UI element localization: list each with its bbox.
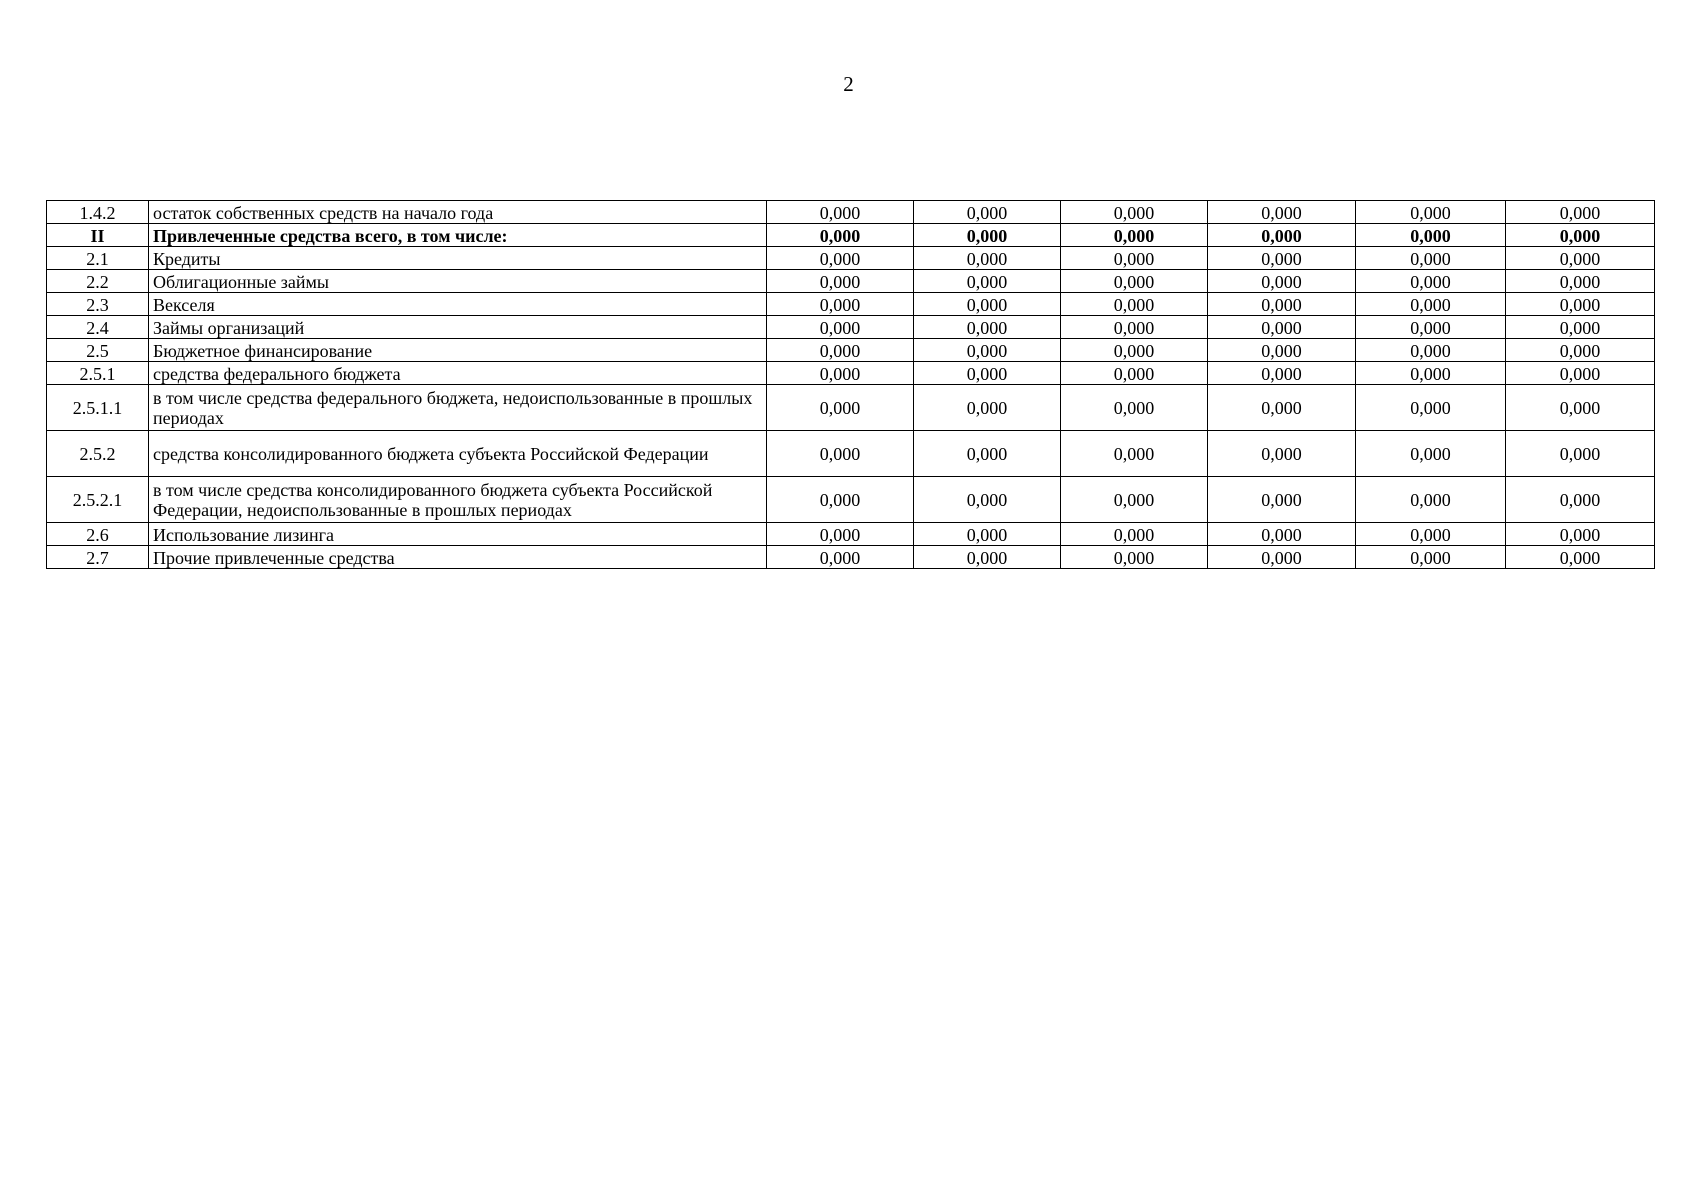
- value-cell: 0,000: [767, 477, 914, 523]
- row-name-cell: Облигационные займы: [149, 270, 767, 293]
- value-cell: 0,000: [1061, 477, 1208, 523]
- value-cell: 0,000: [767, 270, 914, 293]
- value-cell: 0,000: [1061, 431, 1208, 477]
- row-name-cell: Векселя: [149, 293, 767, 316]
- value-cell: 0,000: [767, 362, 914, 385]
- value-cell: 0,000: [1506, 339, 1655, 362]
- row-name-cell: Привлеченные средства всего, в том числе:: [149, 224, 767, 247]
- value-cell: 0,000: [1356, 224, 1506, 247]
- value-cell: 0,000: [1208, 201, 1356, 224]
- value-cell: 0,000: [914, 523, 1061, 546]
- value-cell: 0,000: [1506, 523, 1655, 546]
- value-cell: 0,000: [1061, 523, 1208, 546]
- value-cell: 0,000: [1506, 201, 1655, 224]
- value-cell: 0,000: [1506, 431, 1655, 477]
- value-cell: 0,000: [914, 477, 1061, 523]
- value-cell: 0,000: [1061, 270, 1208, 293]
- value-cell: 0,000: [767, 224, 914, 247]
- table-row: [47, 339, 1655, 362]
- value-cell: 0,000: [1506, 385, 1655, 431]
- value-cell: 0,000: [1061, 339, 1208, 362]
- row-number-cell: II: [47, 224, 149, 247]
- value-cell: 0,000: [1506, 247, 1655, 270]
- financing-table: [46, 200, 1655, 569]
- row-name-cell: Бюджетное финансирование: [149, 339, 767, 362]
- table-row: [47, 362, 1655, 385]
- value-cell: 0,000: [1061, 293, 1208, 316]
- value-cell: 0,000: [1061, 224, 1208, 247]
- value-cell: 0,000: [1061, 201, 1208, 224]
- value-cell: 0,000: [914, 362, 1061, 385]
- value-cell: 0,000: [1208, 247, 1356, 270]
- value-cell: 0,000: [1208, 224, 1356, 247]
- table-row: [47, 523, 1655, 546]
- row-number-cell: 2.7: [47, 546, 149, 569]
- value-cell: 0,000: [1061, 247, 1208, 270]
- row-name-cell: Прочие привлеченные средства: [149, 546, 767, 569]
- row-name-cell: Займы организаций: [149, 316, 767, 339]
- value-cell: 0,000: [767, 523, 914, 546]
- value-cell: 0,000: [767, 431, 914, 477]
- value-cell: 0,000: [1208, 270, 1356, 293]
- value-cell: 0,000: [1208, 477, 1356, 523]
- value-cell: 0,000: [1506, 477, 1655, 523]
- row-number-cell: 2.5.2.1: [47, 477, 149, 523]
- value-cell: 0,000: [914, 247, 1061, 270]
- table-row: [47, 316, 1655, 339]
- row-name-cell: остаток собственных средств на начало года: [149, 201, 767, 224]
- value-cell: 0,000: [1208, 316, 1356, 339]
- table-row: [47, 270, 1655, 293]
- value-cell: 0,000: [1356, 523, 1506, 546]
- row-name-cell: средства консолидированного бюджета субъекта Российской Федерации: [149, 431, 767, 477]
- value-cell: 0,000: [1061, 316, 1208, 339]
- value-cell: 0,000: [914, 224, 1061, 247]
- value-cell: 0,000: [1356, 362, 1506, 385]
- value-cell: 0,000: [914, 201, 1061, 224]
- value-cell: 0,000: [1061, 546, 1208, 569]
- row-number-cell: 2.2: [47, 270, 149, 293]
- value-cell: 0,000: [1506, 293, 1655, 316]
- table-row: [47, 431, 1655, 477]
- value-cell: 0,000: [1208, 546, 1356, 569]
- value-cell: 0,000: [1356, 293, 1506, 316]
- table-row: [47, 201, 1655, 224]
- row-name-cell: Кредиты: [149, 247, 767, 270]
- value-cell: 0,000: [1356, 431, 1506, 477]
- value-cell: 0,000: [767, 339, 914, 362]
- value-cell: 0,000: [1506, 362, 1655, 385]
- value-cell: 0,000: [1506, 224, 1655, 247]
- value-cell: 0,000: [1356, 477, 1506, 523]
- value-cell: 0,000: [1506, 270, 1655, 293]
- row-name-cell: в том числе средства консолидированного бюджета субъекта Российской Федерации, недоиспользованные в прошлых периодах: [149, 477, 767, 523]
- value-cell: 0,000: [914, 293, 1061, 316]
- value-cell: 0,000: [914, 339, 1061, 362]
- value-cell: 0,000: [767, 247, 914, 270]
- value-cell: 0,000: [914, 316, 1061, 339]
- value-cell: 0,000: [1208, 293, 1356, 316]
- row-number-cell: 2.5.2: [47, 431, 149, 477]
- table-body: [47, 201, 1655, 569]
- value-cell: 0,000: [914, 270, 1061, 293]
- row-number-cell: 2.5.1: [47, 362, 149, 385]
- page-number: 2: [843, 72, 854, 96]
- table-row: [47, 477, 1655, 523]
- row-number-cell: 2.4: [47, 316, 149, 339]
- value-cell: 0,000: [1356, 339, 1506, 362]
- value-cell: 0,000: [1356, 546, 1506, 569]
- value-cell: 0,000: [1208, 523, 1356, 546]
- value-cell: 0,000: [914, 546, 1061, 569]
- value-cell: 0,000: [1356, 385, 1506, 431]
- table-row: [47, 546, 1655, 569]
- row-number-cell: 2.5: [47, 339, 149, 362]
- value-cell: 0,000: [1356, 270, 1506, 293]
- table-row: [47, 293, 1655, 316]
- value-cell: 0,000: [767, 293, 914, 316]
- table-row: [47, 247, 1655, 270]
- value-cell: 0,000: [767, 546, 914, 569]
- value-cell: 0,000: [1208, 339, 1356, 362]
- table-row: [47, 224, 1655, 247]
- value-cell: 0,000: [767, 316, 914, 339]
- value-cell: 0,000: [767, 385, 914, 431]
- row-number-cell: 2.6: [47, 523, 149, 546]
- row-name-cell: в том числе средства федерального бюджета, недоиспользованные в прошлых периодах: [149, 385, 767, 431]
- value-cell: 0,000: [1061, 362, 1208, 385]
- value-cell: 0,000: [1356, 247, 1506, 270]
- row-number-cell: 2.3: [47, 293, 149, 316]
- value-cell: 0,000: [1506, 316, 1655, 339]
- row-name-cell: средства федерального бюджета: [149, 362, 767, 385]
- value-cell: 0,000: [1208, 431, 1356, 477]
- value-cell: 0,000: [1506, 546, 1655, 569]
- value-cell: 0,000: [1356, 316, 1506, 339]
- value-cell: 0,000: [1208, 385, 1356, 431]
- row-number-cell: 2.5.1.1: [47, 385, 149, 431]
- value-cell: 0,000: [1356, 201, 1506, 224]
- row-number-cell: 1.4.2: [47, 201, 149, 224]
- table-row: [47, 385, 1655, 431]
- row-number-cell: 2.1: [47, 247, 149, 270]
- value-cell: 0,000: [914, 385, 1061, 431]
- row-name-cell: Использование лизинга: [149, 523, 767, 546]
- value-cell: 0,000: [914, 431, 1061, 477]
- value-cell: 0,000: [767, 201, 914, 224]
- value-cell: 0,000: [1208, 362, 1356, 385]
- value-cell: 0,000: [1061, 385, 1208, 431]
